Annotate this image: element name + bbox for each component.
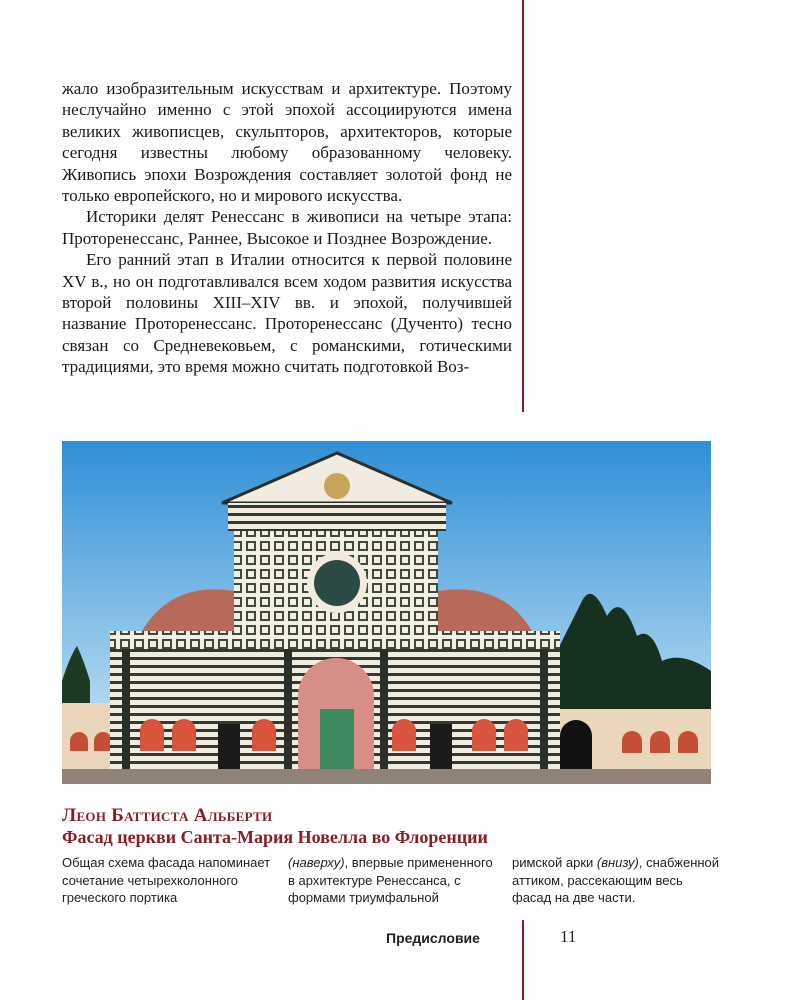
margin-rule-top (522, 0, 524, 412)
running-footer-section: Предисловие (386, 930, 480, 946)
caption-col3-italic: (внизу) (596, 855, 639, 870)
caption-col2-text: , впервые примененного в архитектуре Ренессанса, с формами триумфальной (288, 855, 493, 905)
caption-title: Фасад церкви Санта-Мария Новелла во Флоренции (62, 827, 488, 847)
margin-rule-bottom (522, 920, 524, 1000)
paragraph-3: Его ранний этап в Италии относится к первой половине XV в., но он подготавливался всем ходом развития искусства второй половины XIII–XIV вв. и эпохой, получившей название Проторенессанс. Проторенессанс (Дученто) тесно связан со Средневековьем, с романскими, готическими традициями, это время можно считать подготовкой Воз- (62, 250, 512, 377)
caption-column-3 (512, 854, 722, 907)
caption-author: Леон Баттиста Альберти (62, 805, 273, 826)
body-text (62, 78, 512, 378)
paragraph-1: жало изобразительным искусствам и архитектуре. Поэтому неслучайно именно с этой эпохой ассоциируются имена великих живописцев, скульпторов, архитекторов, которые сегодня известны любому образованному человеку. Живопись эпохи Возрождения составляет золотой фонд не только европейского, но и мирового искусства. (62, 79, 512, 206)
paragraph-2: Историки делят Ренессанс в живописи на четыре этапа: Проторенессанс, Раннее, Высокое и Позднее Возрождение. (62, 207, 512, 248)
church-facade-photo (62, 441, 711, 784)
caption-col2-italic: (наверху) (288, 855, 345, 870)
caption-col3-text: , снабженной аттиком, рассекающим весь фасад на две части. (512, 855, 720, 905)
caption-column-2 (288, 854, 498, 907)
page-number: 11 (560, 927, 577, 946)
caption-col3-start: римской арки (512, 855, 597, 870)
caption-column-1: Общая схема фасада напоминает сочетание четырехколонного греческого портика (62, 855, 271, 905)
